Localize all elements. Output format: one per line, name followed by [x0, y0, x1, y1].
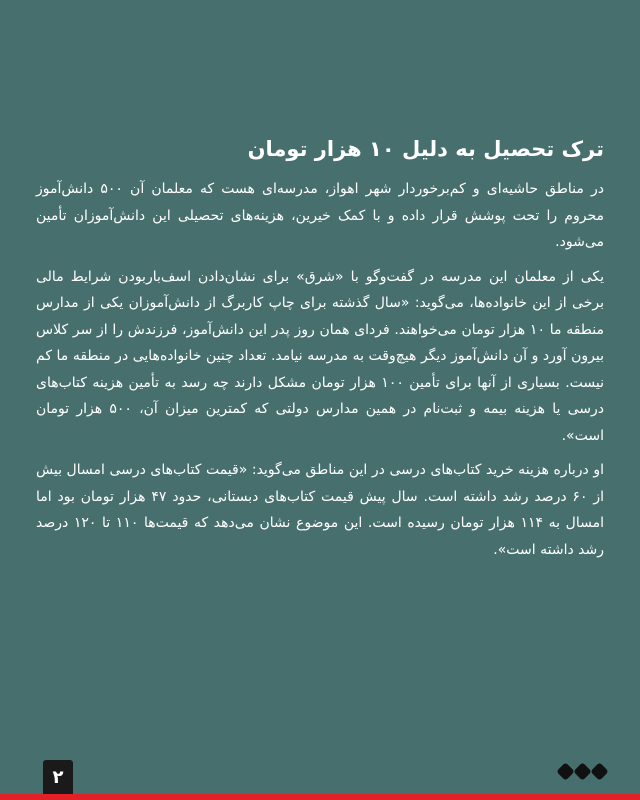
bottom-accent-bar	[0, 794, 640, 800]
diamond-dot	[573, 762, 591, 780]
diamond-dot	[556, 762, 574, 780]
diamond-dots-icon	[559, 765, 606, 778]
article-paragraph-1: در مناطق حاشیه‌ای و کم‌برخوردار شهر اهواز، مدرسه‌ای هست که معلمان آن ۵۰۰ دانش‌آموز محروم را تحت پوشش قرار داده و با کمک خیرین، هزینه‌های تحصیلی این دانش‌آموزان تأمین می‌شود.	[36, 181, 605, 250]
article-title: ترک تحصیل به دلیل ۱۰ هزار تومان	[247, 137, 604, 161]
article	[36, 132, 604, 571]
diamond-dot	[590, 762, 608, 780]
article-paragraph-2: یکی از معلمان این مدرسه در گفت‌وگو با «شرق» برای نشان‌دادن اسف‌باربودن شرایط مالی برخی از این خانواده‌ها، می‌گوید: «سال گذشته برای چاپ کاربرگ از دانش‌آموزان یکی از مدارس منطقه ما ۱۰ هزار تومان می‌خواهند. فردای همان روز پدر این دانش‌آموز، فرزندش را از سر کلاس بیرون آورد و آن دانش‌آموز دیگر هیچ‌وقت به مدرسه نیامد. تعداد چنین خانواده‌هایی در منطقه ما کم نیست. بسیاری از آنها برای تأمین ۱۰۰ هزار تومان مشکل دارند چه رسد به تأمین هزینه کتاب‌های درسی یا هزینه بیمه و ثبت‌نام در همین مدارس دولتی که کمترین میزان آن، ۵۰۰ هزار تومان است».	[36, 268, 604, 444]
article-paragraph-3: او درباره هزینه خرید کتاب‌های درسی در این مناطق می‌گوید: «قیمت کتاب‌های درسی امسال بیش از ۶۰ درصد رشد داشته است. سال پیش قیمت کتاب‌های دبستانی، حدود ۴۷ هزار تومان بود اما امسال به ۱۱۴ هزار تومان رسیده است. این موضوع نشان می‌دهد که قیمت‌ها ۱۱۰ تا ۱۲۰ درصد رشد داشته است».	[36, 462, 604, 558]
page-number: ۲	[43, 760, 73, 794]
